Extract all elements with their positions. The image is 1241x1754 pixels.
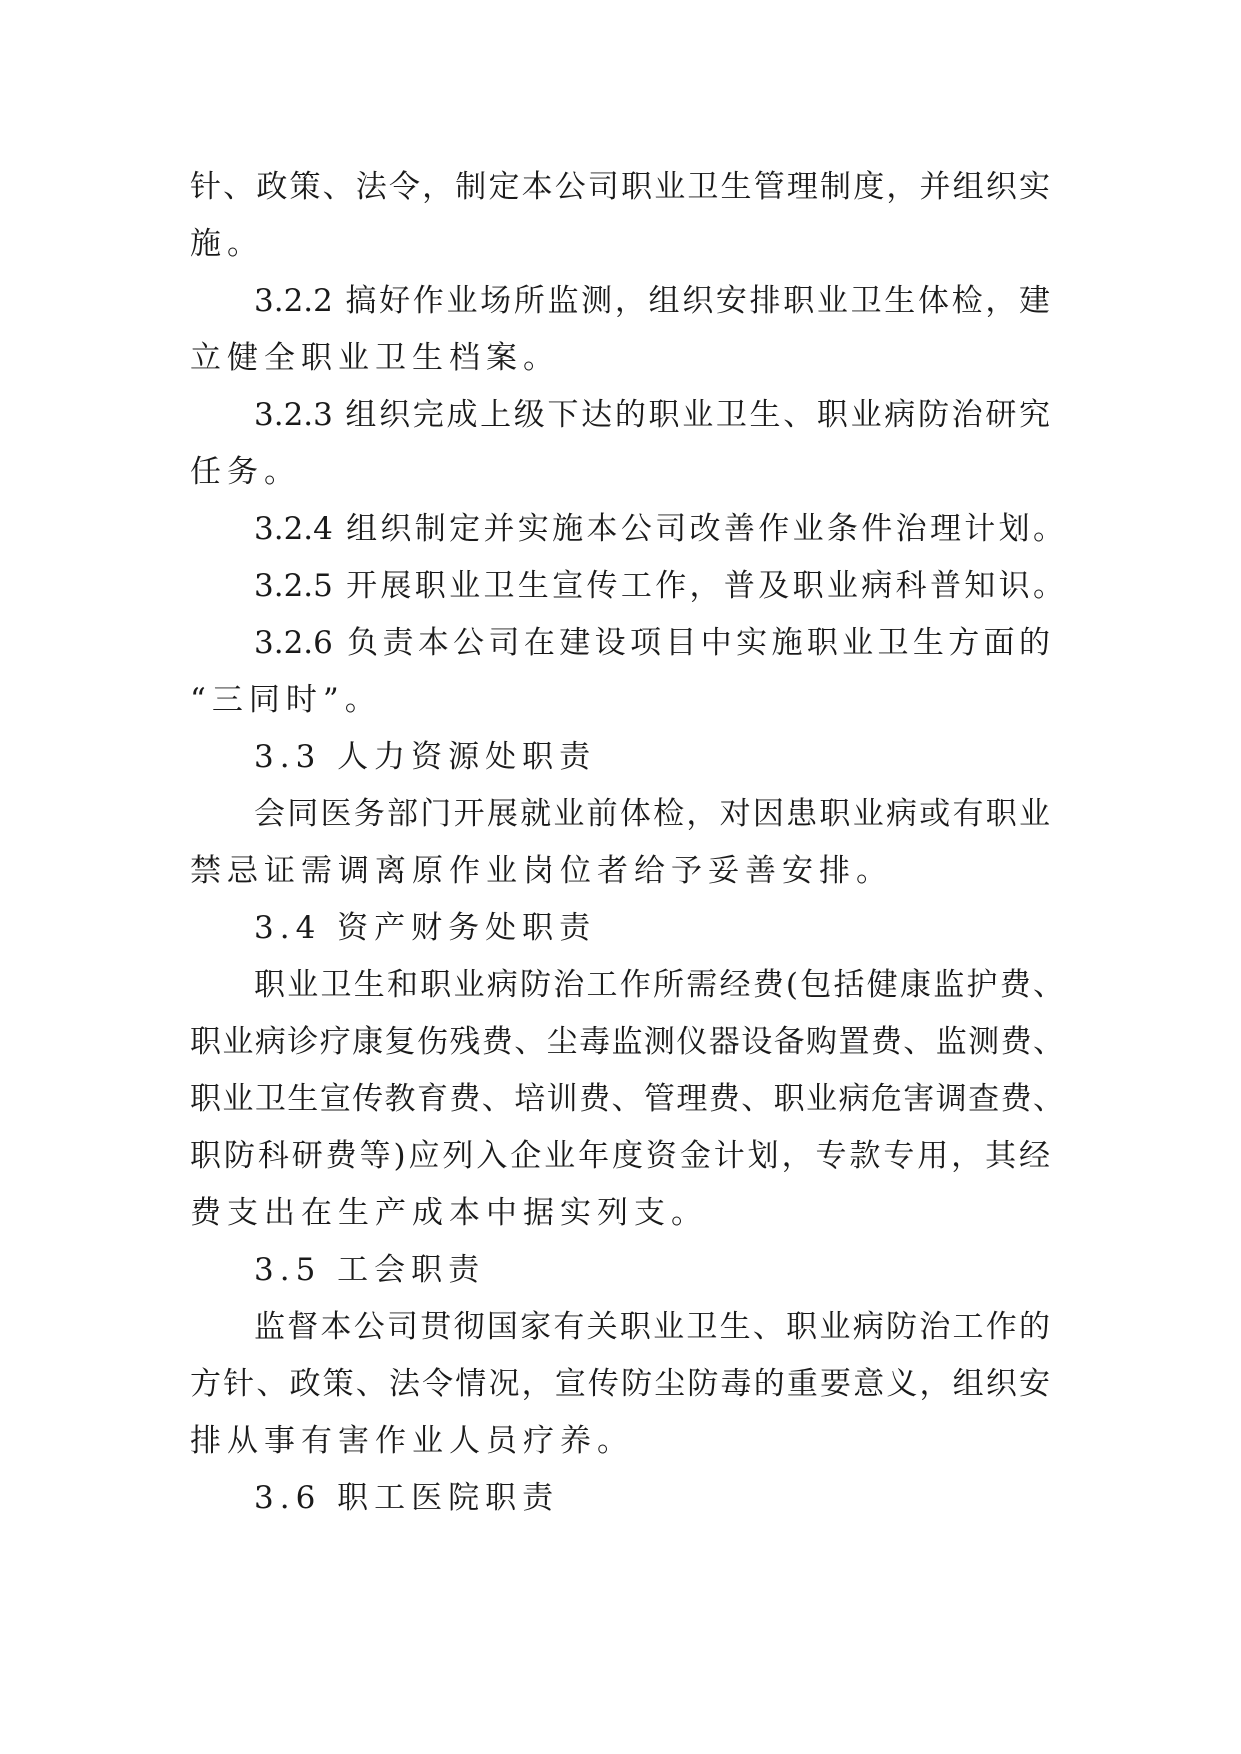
text-line: 禁忌证需调离原作业岗位者给予妥善安排。 xyxy=(190,853,893,889)
text-line: “三同时”。 xyxy=(190,682,382,718)
section-heading: 3.6 职工医院职责 xyxy=(254,1480,560,1516)
text-line: 职业卫生宣传教育费、培训费、管理费、职业病危害调查费、 xyxy=(190,1081,1064,1117)
text-line: 3.2.5 开展职业卫生宣传工作，普及职业病科普知识。 xyxy=(254,568,1064,604)
text-line: 立健全职业卫生档案。 xyxy=(190,340,560,376)
section-heading: 3.4 资产财务处职责 xyxy=(254,910,597,946)
text-line: 职业病诊疗康复伤残费、尘毒监测仪器设备购置费、监测费、 xyxy=(190,1024,1064,1060)
text-line: 职防科研费等)应列入企业年度资金计划，专款专用，其经 xyxy=(190,1138,1050,1174)
section-heading: 3.5 工会职责 xyxy=(254,1252,486,1288)
text-line: 施。 xyxy=(190,226,264,262)
text-line: 3.2.4 组织制定并实施本公司改善作业条件治理计划。 xyxy=(254,511,1064,547)
text-line: 职业卫生和职业病防治工作所需经费(包括健康监护费、 xyxy=(254,967,1064,1003)
text-line: 任务。 xyxy=(190,454,301,490)
text-line: 3.2.2 搞好作业场所监测，组织安排职业卫生体检，建 xyxy=(254,283,1050,319)
text-line: 3.2.6 负责本公司在建设项目中实施职业卫生方面的 xyxy=(254,625,1050,661)
text-line: 针、政策、法令，制定本公司职业卫生管理制度，并组织实 xyxy=(190,169,1050,205)
text-line: 方针、政策、法令情况，宣传防尘防毒的重要意义，组织安 xyxy=(190,1366,1050,1402)
section-heading: 3.3 人力资源处职责 xyxy=(254,739,597,775)
text-line: 费支出在生产成本中据实列支。 xyxy=(190,1195,708,1231)
text-line: 会同医务部门开展就业前体检，对因患职业病或有职业 xyxy=(254,796,1050,832)
text-line: 3.2.3 组织完成上级下达的职业卫生、职业病防治研究 xyxy=(254,397,1050,433)
text-line: 监督本公司贯彻国家有关职业卫生、职业病防治工作的 xyxy=(254,1309,1050,1345)
text-line: 排从事有害作业人员疗养。 xyxy=(190,1423,634,1459)
